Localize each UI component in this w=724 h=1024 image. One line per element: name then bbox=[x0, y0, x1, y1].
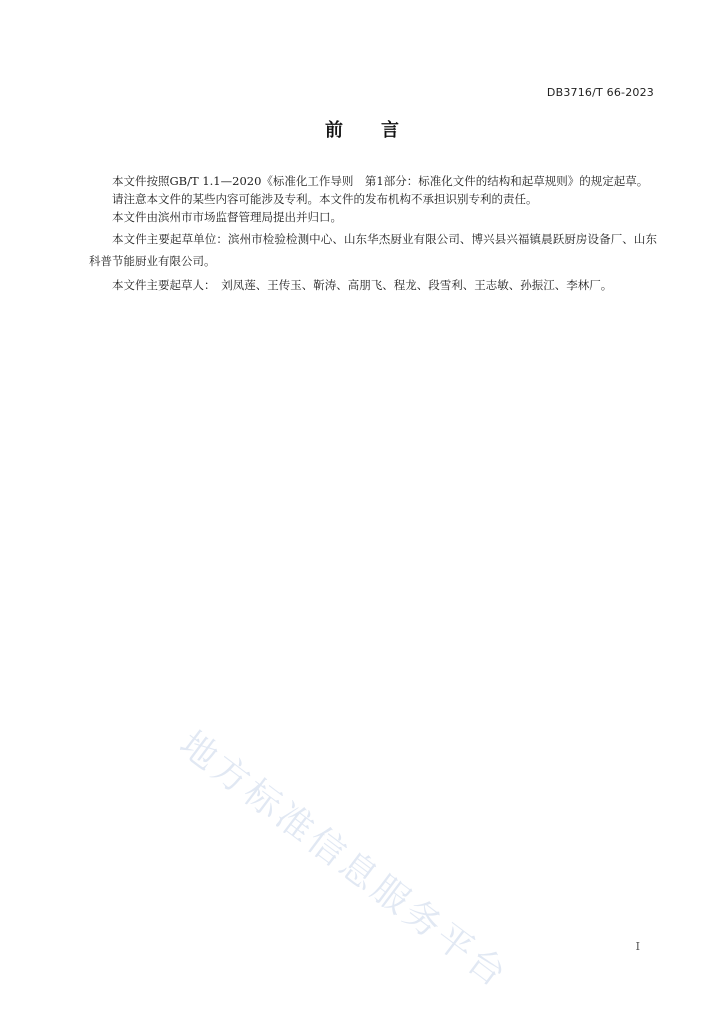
paragraph-drafting-units: 本文件主要起草单位：滨州市检验检测中心、山东华杰厨业有限公司、博兴县兴福镇晨跃厨房设备厂、山东科普节能厨业有限公司。 bbox=[89, 232, 657, 268]
watermark-text: 地方标准信息服务平台 bbox=[171, 723, 516, 998]
page-number: I bbox=[635, 940, 640, 953]
document-code: DB3716/T 66-2023 bbox=[546, 86, 654, 99]
foreword-body bbox=[89, 172, 657, 296]
paragraph-drafting-rules: 本文件按照GB/T 1.1—2020《标准化工作导则 第1部分：标准化文件的结构和起草规则》的规定起草。 bbox=[112, 174, 649, 188]
paragraph-drafters: 本文件主要起草人： 刘凤莲、王传玉、靳涛、高朋飞、程龙、段雪利、王志敏、孙振江、李林厂。 bbox=[112, 278, 613, 292]
paragraph-patent-notice: 请注意本文件的某些内容可能涉及专利。本文件的发布机构不承担识别专利的责任。 bbox=[112, 192, 538, 206]
section-title: 前言 bbox=[325, 120, 437, 141]
paragraph-proposer: 本文件由滨州市市场监督管理局提出并归口。 bbox=[112, 210, 342, 224]
